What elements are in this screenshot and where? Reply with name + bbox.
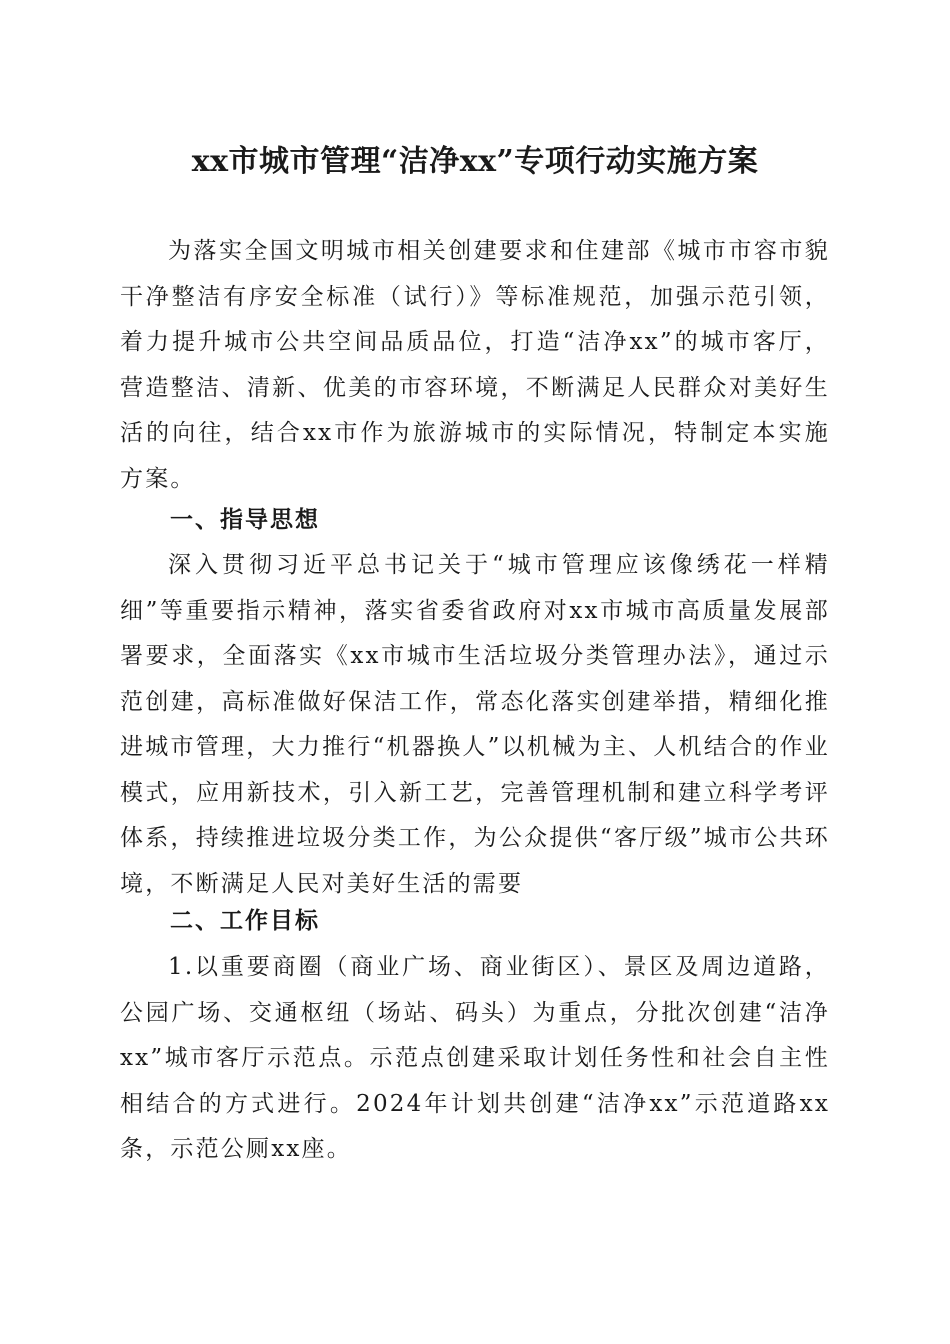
document-title: xx市城市管理“洁净xx”专项行动实施方案 xyxy=(191,144,759,179)
section-heading-guiding-ideology: 一、指导思想 xyxy=(170,507,320,533)
section-paragraph-work-goals: 1.以重要商圈（商业广场、商业街区）、景区及周边道路，公园广场、交通枢纽（场站、码头）为重点，分批次创建“洁净xx”城市客厅示范点。示范点创建采取计划任务性和社会自主性相结合的方式进行。2024年计划共创建“洁净xx”示范道路xx条，示范公厕xx座。 xyxy=(120,954,830,1162)
intro-paragraph: 为落实全国文明城市相关创建要求和住建部《城市市容市貌干净整洁有序安全标准（试行）》等标准规范，加强示范引领，着力提升城市公共空间品质品位，打造“洁净xx”的城市客厅，营造整洁、清新、优美的市容环境，不断满足人民群众对美好生活的向往，结合xx市作为旅游城市的实际情况，特制定本实施方案。 xyxy=(120,238,830,492)
section-paragraph-guiding-ideology: 深入贯彻习近平总书记关于“城市管理应该像绣花一样精细”等重要指示精神，落实省委省政府对xx市城市高质量发展部署要求，全面落实《xx市城市生活垃圾分类管理办法》，通过示范创建，高标准做好保洁工作，常态化落实创建举措，精细化推进城市管理，大力推行“机器换人”以机械为主、人机结合的作业模式，应用新技术，引入新工艺，完善管理机制和建立科学考评体系，持续推进垃圾分类工作，为公众提供“客厅级”城市公共环境，不断满足人民对美好生活的需要 xyxy=(120,552,830,897)
section-heading-work-goals: 二、工作目标 xyxy=(170,908,320,934)
